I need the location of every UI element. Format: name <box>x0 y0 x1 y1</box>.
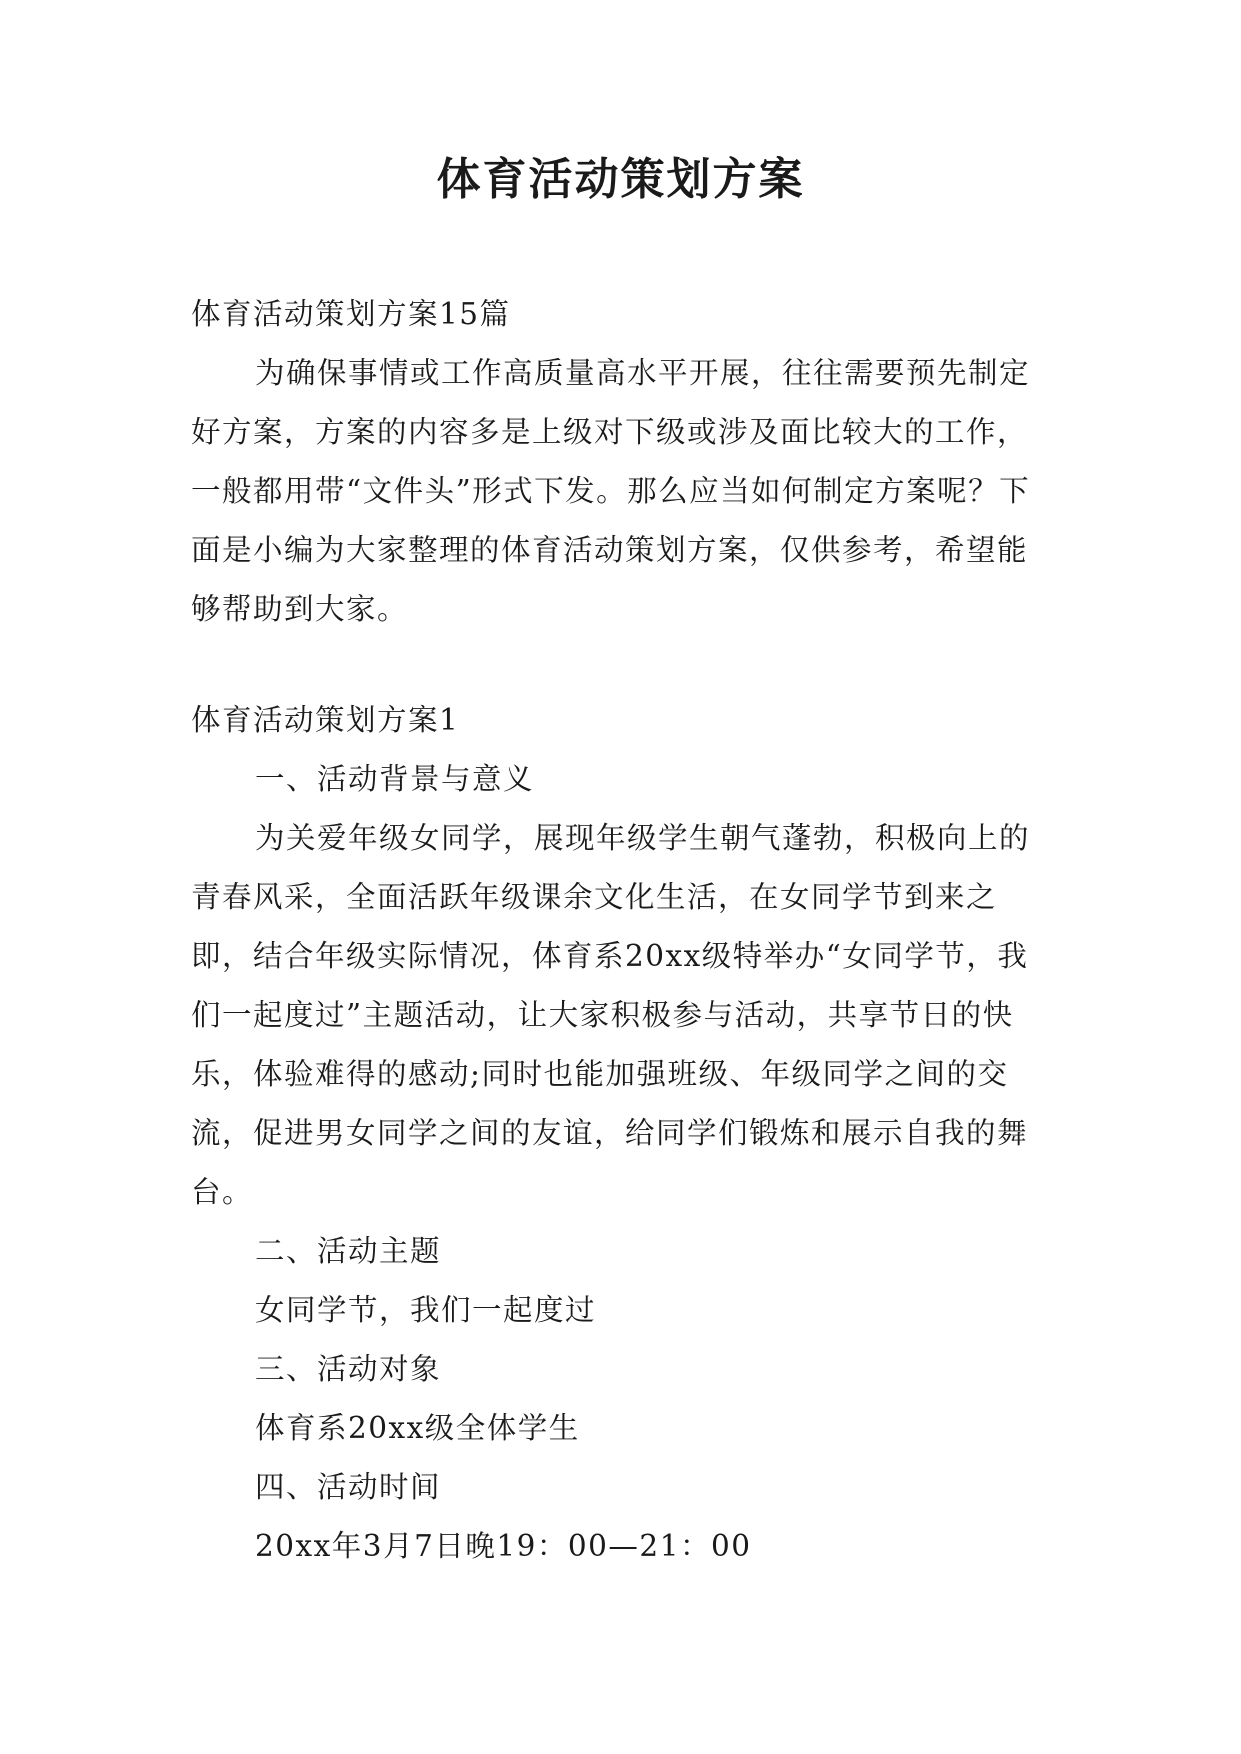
document-title: 体育活动策划方案 <box>436 154 805 205</box>
subtitle: 体育活动策划方案15篇 <box>191 297 511 331</box>
time-text: 20xx年3月7日晚19：00—21：00 <box>255 1529 752 1563</box>
intro-paragraph: 为确保事情或工作高质量高水平开展，往往需要预先制定好方案，方案的内容多是上级对下级或涉及面比较大的工作，一般都用带“文件头”形式下发。那么应当如何制定方案呢？下面是小编为大家整理的体育活动策划方案，仅供参考，希望能够帮助到大家。 <box>191 356 1031 626</box>
audience-text: 体育系20xx级全体学生 <box>255 1411 580 1445</box>
heading-audience: 三、活动对象 <box>255 1352 442 1386</box>
section-gap <box>191 639 1051 691</box>
section-heading: 体育活动策划方案1 <box>191 703 460 737</box>
document-body <box>191 285 1051 1576</box>
background-paragraph: 为关爱年级女同学，展现年级学生朝气蓬勃，积极向上的青春风采，全面活跃年级课余文化生活，在女同学节到来之即，结合年级实际情况，体育系20xx级特举办“女同学节，我们一起度过”主题活动，让大家积极参与活动，共享节日的快乐，体验难得的感动;同时也能加强班级、年级同学之间的交流，促进男女同学之间的友谊，给同学们锻炼和展示自我的舞台。 <box>191 821 1031 1209</box>
heading-time: 四、活动时间 <box>255 1470 442 1504</box>
theme-text: 女同学节，我们一起度过 <box>255 1293 597 1327</box>
heading-background: 一、活动背景与意义 <box>255 762 535 796</box>
heading-theme: 二、活动主题 <box>255 1234 442 1268</box>
